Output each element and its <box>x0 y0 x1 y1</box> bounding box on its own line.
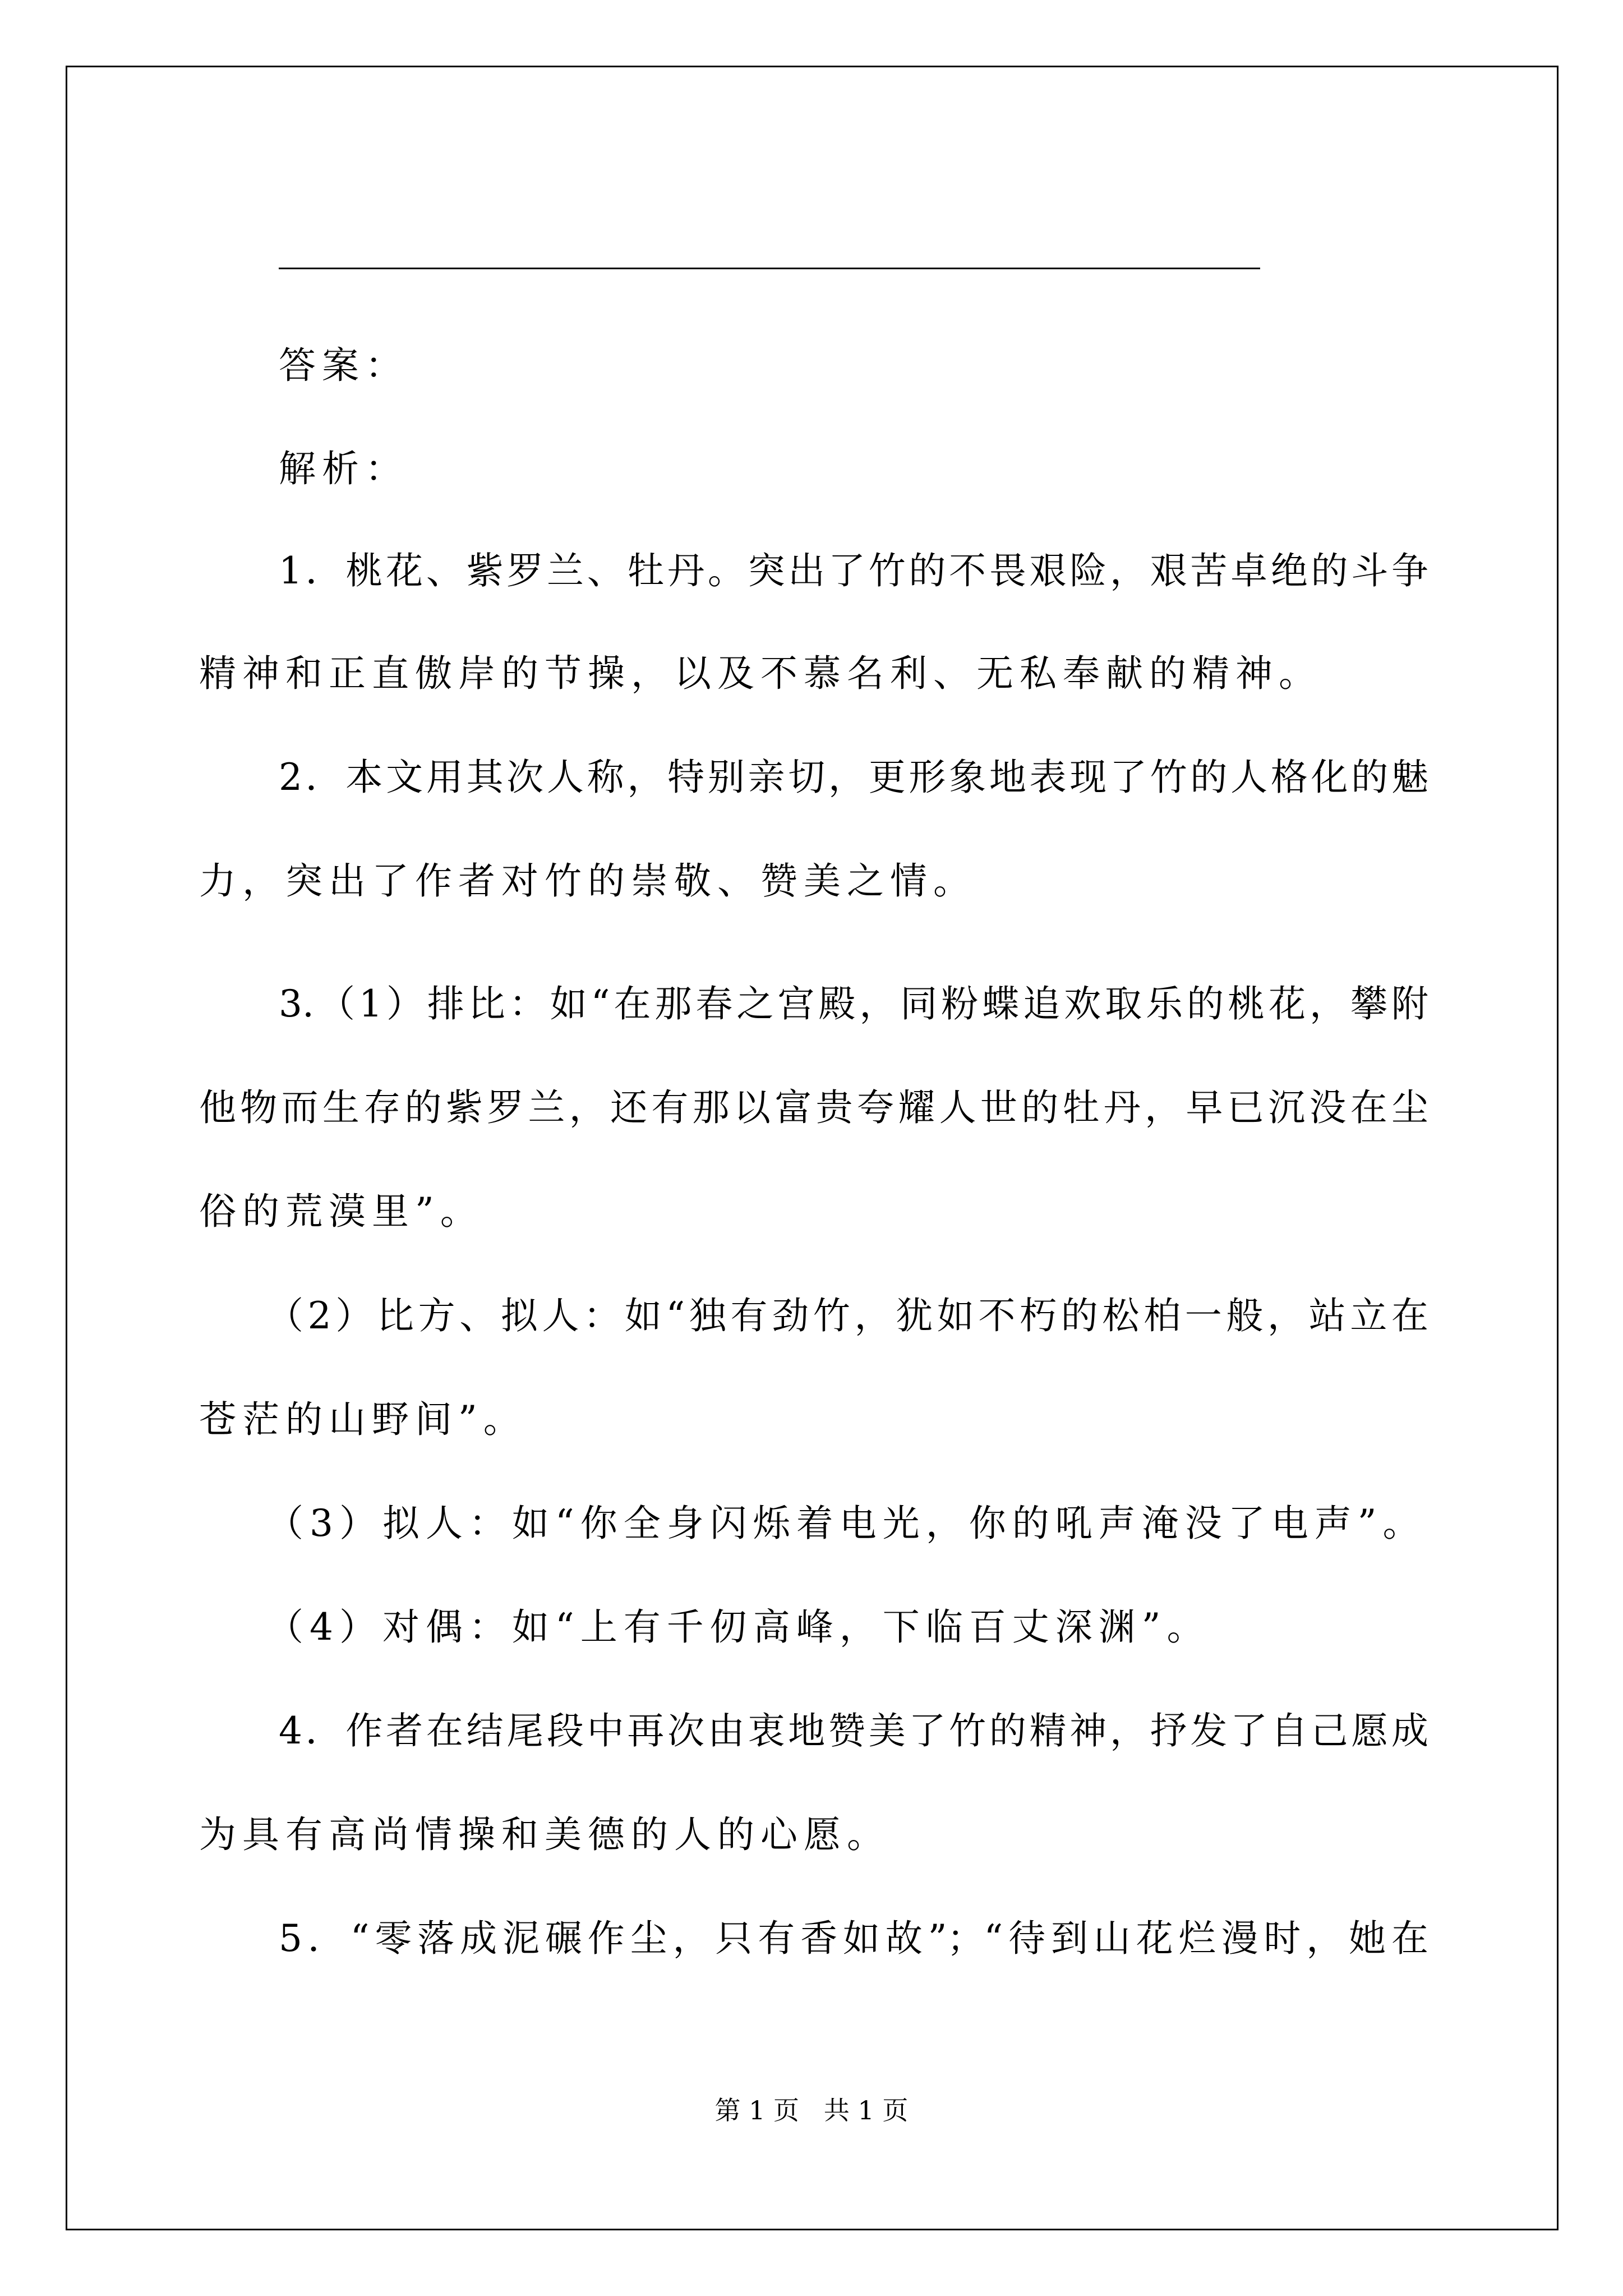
paragraph-line: 为具有高尚情操和美德的人的心愿。 <box>199 1813 890 1856</box>
answer-label: 答案： <box>279 344 408 387</box>
paragraph-line: 2．本文用其次人称，特别亲切，更形象地表现了竹的人格化的魅 <box>279 756 1428 799</box>
page-number-footer: 第 1 页 共 1 页 <box>714 2095 909 2125</box>
paragraph-line: 俗的荒漠里”。 <box>199 1190 483 1233</box>
analysis-label: 解析： <box>279 447 408 490</box>
paragraph-line: 力，突出了作者对竹的崇敬、赞美之情。 <box>199 859 976 903</box>
paragraph-line: 他物而生存的紫罗兰，还有那以富贵夸耀人世的牡丹，早已沉没在尘 <box>199 1086 1428 1129</box>
paragraph-line: 精神和正直傲岸的节操，以及不慕名利、无私奉献的精神。 <box>199 652 1322 695</box>
paragraph-line: 3.（1）排比：如“在那春之宫殿，同粉蝶追欢取乐的桃花，攀附 <box>279 982 1428 1025</box>
paragraph-line: （3）拟人：如“你全身闪烁着电光，你的吼声淹没了电声”。 <box>266 1502 1426 1545</box>
paragraph-line: 4．作者在结尾段中再次由衷地赞美了竹的精神，抒发了自己愿成 <box>279 1709 1428 1752</box>
paragraph-line: （2）比方、拟人：如“独有劲竹，犹如不朽的松柏一般，站立在 <box>266 1294 1428 1337</box>
answer-blank-line <box>279 268 1260 269</box>
paragraph-line: 1．桃花、紫罗兰、牡丹。突出了竹的不畏艰险，艰苦卓绝的斗争 <box>279 549 1428 592</box>
paragraph-line: 5．“零落成泥碾作尘，只有香如故”；“待到山花烂漫时，她在 <box>279 1917 1428 1960</box>
paragraph-line: （4）对偶：如“上有千仞高峰，下临百丈深渊”。 <box>266 1605 1210 1649</box>
paragraph-line: 苍茫的山野间”。 <box>199 1398 527 1441</box>
